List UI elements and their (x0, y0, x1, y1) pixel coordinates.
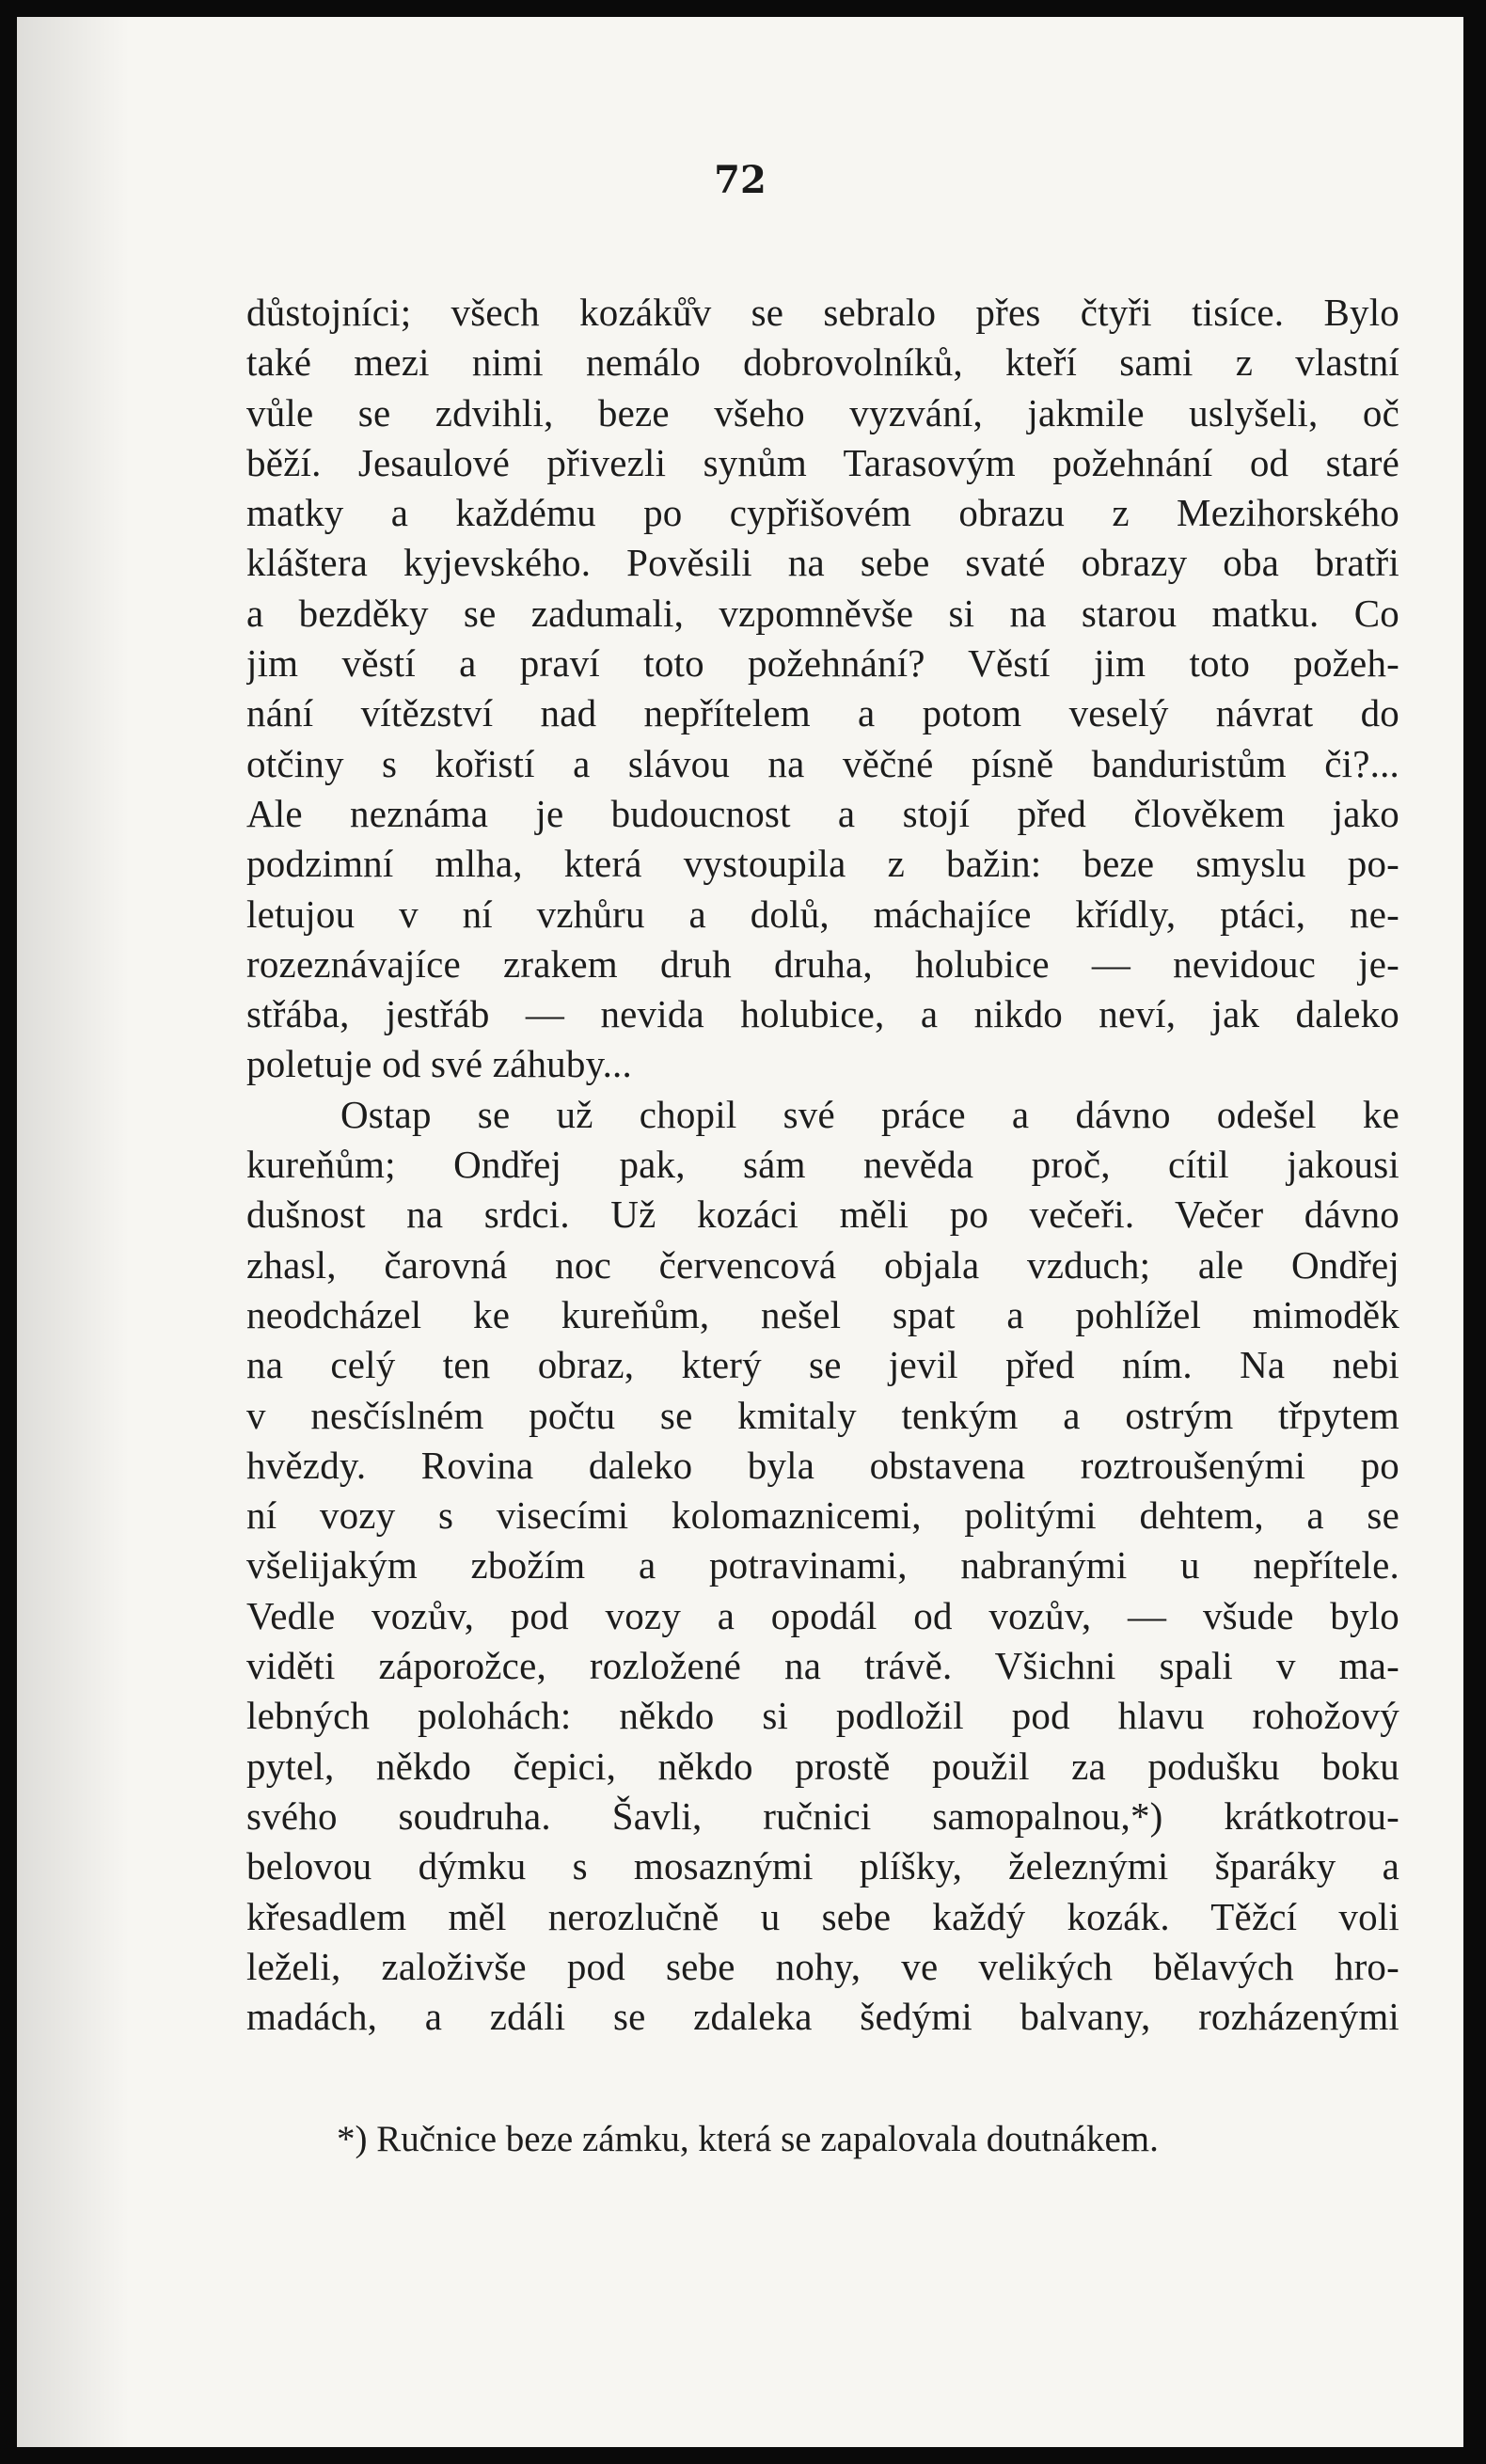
text-line: dušnost na srdci. Už kozáci měli po večeři. Večer dávno (246, 1193, 1399, 1237)
text-line: a bezděky se zadumali, vzpomněvše si na starou matku. Co (246, 591, 1399, 635)
text-line: poletuje od své záhuby... (246, 1042, 632, 1086)
text-line: rozeznávajíce zrakem druh druha, holubice — nevidouc je- (246, 941, 1399, 986)
body-text (246, 288, 1399, 2042)
text-line: křesadlem měl nerozlučně u sebe každý kozák. Těžcí voli (246, 1894, 1399, 1938)
text-line: vůle se zdvihli, beze všeho vyzvání, jakmile uslyšeli, oč (246, 390, 1399, 434)
text-line: Vedle vozův, pod vozy a opodál od vozův, — všude bylo (246, 1593, 1399, 1637)
text-line: letujou v ní vzhůru a dolů, máchajíce křídly, ptáci, ne- (246, 892, 1399, 936)
text-line: otčiny s kořistí a slávou na věčné písně banduristům či?... (246, 741, 1399, 785)
text-line: nání vítězství nad nepřítelem a potom veselý návrat do (246, 691, 1399, 735)
text-line: neodcházel ke kureňům, nešel spat a pohlížel mimoděk (246, 1292, 1399, 1336)
text-line: belovou dýmku s mosaznými plíšky, železnými šparáky a (246, 1844, 1399, 1888)
text-line: jim věstí a praví toto požehnání? Věstí jim toto požeh- (246, 641, 1399, 686)
text-line: pytel, někdo čepici, někdo prostě použil za podušku boku (246, 1744, 1399, 1788)
footnote: *) Ručnice beze zámku, která se zapalovala doutnákem. (337, 2119, 1159, 2159)
text-line: matky a každému po cypřišovém obrazu z Mezihorského (246, 491, 1399, 535)
text-line: ní vozy s visecími kolomaznicemi, politými dehtem, a se (246, 1493, 1399, 1538)
text-line: leželi, založivše pod sebe nohy, ve velikých bělavých hro- (246, 1944, 1399, 1988)
text-line: důstojníci; všech kozáků̊v se sebralo přes čtyři tisíce. Bylo (246, 291, 1399, 334)
text-line: podzimní mlha, která vystoupila z bažin: beze smyslu po- (246, 842, 1399, 886)
text-line: všelijakým zbožím a potravinami, nabranými u nepřítele. (246, 1543, 1399, 1587)
text-line: svého soudruha. Šavli, ručnici samopalnou,*) krátkotrou- (246, 1793, 1399, 1838)
text-line-paragraph-start: Ostap se už chopil své práce a dávno odešel ke (340, 1092, 1399, 1136)
text-line: na celý ten obraz, který se jevil před ním. Na nebi (246, 1343, 1399, 1387)
text-line: kláštera kyjevského. Pověsili na sebe svaté obrazy oba bratři (246, 541, 1399, 585)
text-line: zhasl, čarovná noc červencová objala vzduch; ale Ondřej (246, 1242, 1399, 1287)
text-line: také mezi nimi nemálo dobrovolníků, kteří sami z vlastní (246, 340, 1399, 385)
text-line: madách, a zdáli se zdaleka šedými balvany, rozházenými (246, 1995, 1399, 2039)
text-line: viděti záporožce, rozložené na trávě. Všichni spali v ma- (246, 1644, 1399, 1688)
page-number: 72 (714, 158, 767, 202)
text-line: v nesčíslném počtu se kmitaly tenkým a ostrým třpytem (246, 1393, 1399, 1437)
text-line: běží. Jesaulové přivezli synům Tarasovým požehnání od staré (246, 440, 1399, 484)
text-line: střába, jestřáb — nevida holubice, a nikdo neví, jak daleko (246, 992, 1399, 1036)
text-line: Ale neznáma je budoucnost a stojí před člověkem jako (246, 791, 1399, 835)
text-line: hvězdy. Rovina daleko byla obstavena roztroušenými po (246, 1443, 1399, 1487)
text-line: lebných polohách: někdo si podložil pod hlavu rohožový (246, 1694, 1399, 1738)
page-edge-shadow (17, 17, 130, 2447)
text-line: kureňům; Ondřej pak, sám nevěda proč, cítil jakousi (246, 1143, 1399, 1187)
